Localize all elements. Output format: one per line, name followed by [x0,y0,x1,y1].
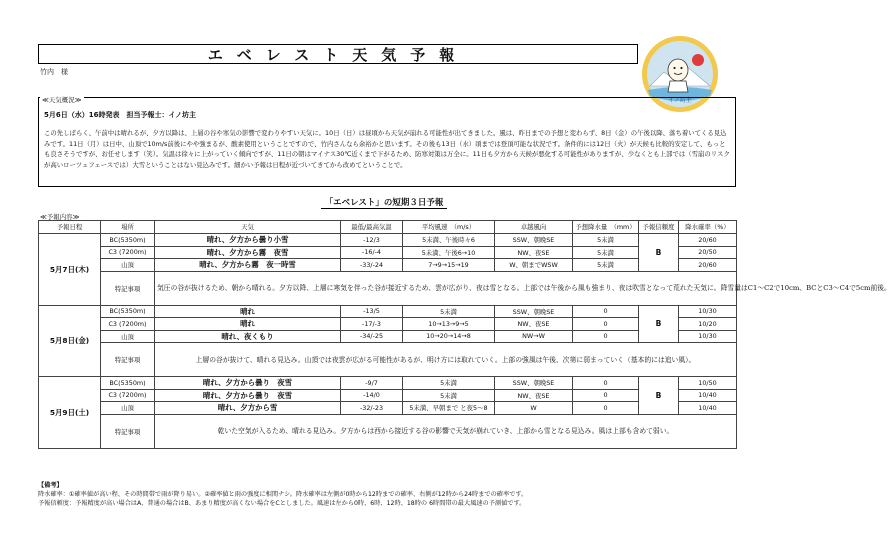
precip-cell: 0 [573,305,639,318]
pop-cell: 10/40 [679,389,737,402]
temp-cell: -12/3 [341,234,403,247]
reliability-grade: B [639,377,679,415]
table-row [39,318,737,331]
pop-cell: 20/60 [679,259,737,272]
footnotes-heading: 【備考】 [38,482,63,489]
logo-text: イノ坊主 [668,97,692,104]
wind-dir-cell: NW→W [495,330,573,343]
wind-dir-cell: NW、夜SE [495,389,573,402]
forecast-table [38,220,891,449]
temp-cell: -16/-4 [341,246,403,259]
forecast-label: ≪予報内容≫ [40,213,80,221]
title-bar [38,44,638,64]
wind-cell: 7→9→15→19 [403,259,495,272]
precip-cell: 0 [573,402,639,415]
weather-cell: 晴れ、夕方から霧 夜一時雪 [155,259,341,272]
pop-cell: 10/50 [679,377,737,390]
precip-cell: 0 [573,377,639,390]
wind-cell: 10→20→14→8 [403,330,495,343]
place-cell: C3 (7200m) [101,318,155,331]
note-row [39,343,737,377]
precip-cell: 0 [573,330,639,343]
precip-cell: 0 [573,389,639,402]
wind-dir-cell: SSW、朝晩SE [495,305,573,318]
precip-cell: 0 [573,318,639,331]
precip-cell: 5未満 [573,246,639,259]
footnote-line: 降水確率：①確率値が高い程、その時間帯で雨が降り易い。②確率値と雨の強度に相関ナシ。降水確率は左側が0時から12時までの確率、右側が12時から24時までの確率です。 [38,491,528,498]
table-row [39,389,737,402]
temp-cell: -9/7 [341,377,403,390]
table-row [39,234,737,247]
note-label: 特記事項 [101,414,155,448]
wind-dir-cell: SSW、朝晩SE [495,377,573,390]
weather-cell: 晴れ、夕方から曇り 夜雪 [155,377,341,390]
col-header: 予報日程 [39,221,101,234]
wind-dir-cell: NW、夜SE [495,318,573,331]
col-header: 予想降水量 （mm） [573,221,639,234]
note-row [39,414,737,448]
forecast-title [0,196,768,208]
pop-cell: 20/60 [679,234,737,247]
place-cell: 山頂 [101,402,155,415]
table-row [39,377,737,390]
footnotes [38,481,527,508]
page-title: エベレスト天気予報 [207,45,469,64]
pop-cell: 20/50 [679,246,737,259]
temp-cell: -34/-25 [341,330,403,343]
overview-issued: 5月6日（水）16時発表 担当予報士：イノ坊主 [44,111,197,119]
reliability-grade: B [639,305,679,343]
day-date: 5月7日(木) [39,234,101,306]
place-cell: C3 (7200m) [101,246,155,259]
pop-cell: 10/20 [679,318,737,331]
table-row [39,259,737,272]
place-cell: BC(5350m) [101,234,155,247]
precip-cell: 5未満 [573,259,639,272]
note-text: 上層の谷が抜けて、晴れる見込み。山頂では夜雲が広がる可能性があるが、明け方には取れていく。上部の強風は午後、次第に弱まっていく（基本的には追い風）。 [155,343,737,377]
col-header: 天気 [155,221,341,234]
reliability-grade: B [639,234,679,272]
note-text: 気圧の谷が抜けるため、朝から晴れる。夕方以降、上層に寒気を伴った谷が接近するため、雲が広がり、夜は雪となる。上部では午後から風も強まり、夜は吹雪となって荒れた天気に。降雪量はC1〜C2で10cm、BCとC3〜C4で5cm前後。 [155,271,737,305]
weather-cell: 晴れ、夕方から霧 夜雪 [155,246,341,259]
table-header-row [39,221,737,234]
day-date: 5月8日(金) [39,305,101,377]
wind-dir-cell: W、朝までWSW [495,259,573,272]
wind-dir-cell: SSW、朝晩SE [495,234,573,247]
note-text: 乾いた空気が入るため、晴れる見込み。夕方からは西から接近する谷の影響で天気が崩れていき、上部から雪となる見込み。風は上部も含めて弱い。 [155,414,737,448]
col-header: 予報信頼度 [639,221,679,234]
wind-dir-cell: W [495,402,573,415]
weather-cell: 晴れ、夜くもり [155,330,341,343]
temp-cell: -13/5 [341,305,403,318]
pop-cell: 10/30 [679,305,737,318]
place-cell: BC(5350m) [101,377,155,390]
table-row [39,330,737,343]
table-row [39,305,737,318]
place-cell: 山頂 [101,259,155,272]
weather-cell: 晴れ [155,318,341,331]
pop-cell: 10/40 [679,402,737,415]
temp-cell: -33/-24 [341,259,403,272]
col-header: 降水確率（%） [679,221,737,234]
note-label: 特記事項 [101,343,155,377]
place-cell: BC(5350m) [101,305,155,318]
table-row [39,402,737,415]
wind-cell: 5未満、早朝まで と夜5〜8 [403,402,495,415]
wind-cell: 5未満、午後6→10 [403,246,495,259]
footnote-line: 予報信頼度：予報精度が高い場合はA、普通の場合はB、あまり精度が高くない場合をCとしました。風速は左から0時、6時、12時、18時の 6時間帯の最大風速の予測値です。 [38,500,526,507]
weather-cell: 晴れ、夕方から曇り 夜雪 [155,389,341,402]
temp-cell: -17/-3 [341,318,403,331]
wind-cell: 5未満、午後時々6 [403,234,495,247]
table-row [39,246,737,259]
pop-cell: 10/30 [679,330,737,343]
note-label: 特記事項 [101,271,155,305]
col-header: 最低/最高気温 [341,221,403,234]
wind-cell: 5未満 [403,389,495,402]
forecast-title-text: 「エベレスト」の短期３日予報 [321,198,448,209]
weather-cell: 晴れ、夕方から曇り小雪 [155,234,341,247]
temp-cell: -14/0 [341,389,403,402]
wind-cell: 5未満 [403,305,495,318]
col-header: 平均風速 （m/s） [403,221,495,234]
place-cell: C3 (7200m) [101,389,155,402]
recipient: 竹内 様 [40,68,68,76]
temp-cell: -32/-23 [341,402,403,415]
precip-cell: 5未満 [573,234,639,247]
wind-dir-cell: NW、夜SE [495,246,573,259]
weather-cell: 晴れ [155,305,341,318]
weather-cell: 晴れ、夕方から雪 [155,402,341,415]
day-date: 5月9日(土) [39,377,101,449]
overview-body: この先しばらく、午前中は晴れるが、夕方以降は、上層の谷や寒気の影響で変わりやすい天気に。10日（日）は昼頃から天気が崩れる可能性が出てきました。風は、昨日までの予想と変わらず、8日（金）の午後以降、落ち着いてくる見込みです。11日（月）は日中、山頂で10m/s前後にやや強まるが、酸素使用ということですので、竹内さんなら余裕かと思います。その後も13日（水）頃までは登頂可能な状況です。条件的には12日（火）が天候も比較的安定して、もっとも良さそうですが、お任せします（笑）。気温は徐々に上がっていく傾向ですが、11日の朝はマイナス30℃近くまで下がるため、防寒対策は万全に。11日も夕方から天候が悪化する可能性がありますが、少なくとも上部では（雪崩のリスクが高いローツェフェースでは）大雪ということはない見込みです。細かい予報は日程が近づいてきてから改めてということで。 [44,129,730,169]
place-cell: 山頂 [101,330,155,343]
col-header: 卓越風向 [495,221,573,234]
overview-label: ≪天気概況≫ [42,96,82,104]
col-header: 場所 [101,221,155,234]
wind-cell: 10→13→9→5 [403,318,495,331]
wind-cell: 5未満 [403,377,495,390]
note-row [39,271,737,305]
